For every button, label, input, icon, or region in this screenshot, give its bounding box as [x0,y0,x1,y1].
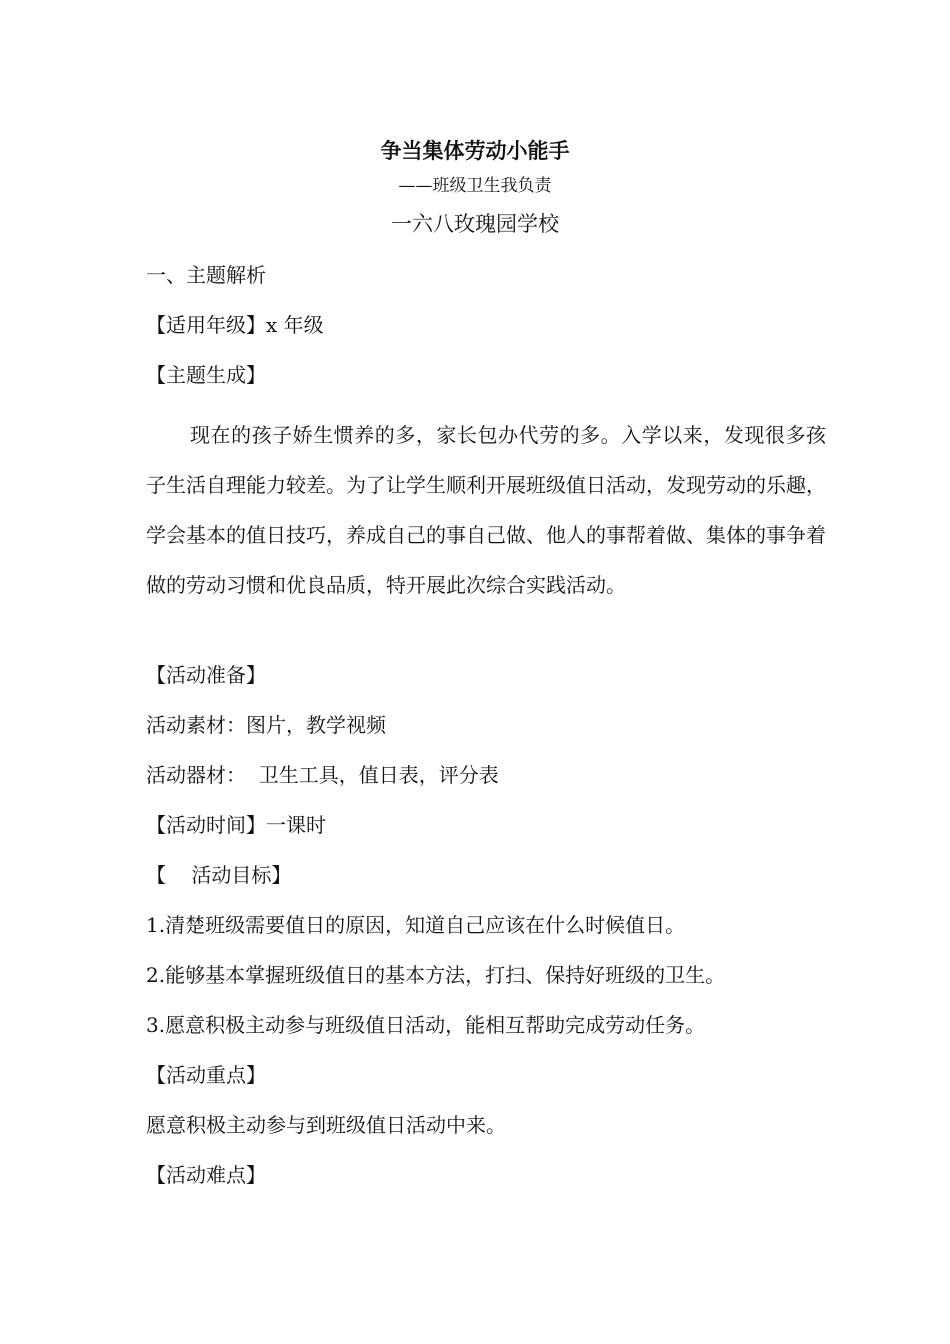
prep-heading: 【活动准备】 [146,663,266,687]
generation-heading: 【主题生成】 [146,363,266,387]
goal-item: 3.愿意积极主动参与班级值日活动，能相互帮助完成劳动任务。 [146,1013,706,1037]
goal-item: 2.能够基本掌握班级值日的基本方法，打扫、保持好班级的卫生。 [146,963,726,987]
focus-text: 愿意积极主动参与到班级值日活动中来。 [146,1113,506,1137]
theme-heading: 一、主题解析 [146,263,266,287]
document-subtitle: ——班级卫生我负责 [398,176,552,196]
materials-line: 活动素材：图片，教学视频 [146,713,386,737]
school-name: 一六八玫瑰园学校 [391,212,559,236]
time-line: 【活动时间】一课时 [146,813,326,837]
document-body [146,260,826,1210]
equipment-line: 活动器材： 卫生工具，值日表，评分表 [146,763,499,787]
focus-heading: 【活动重点】 [146,1063,266,1087]
generation-paragraph-block [146,410,826,660]
generation-paragraph: 现在的孩子娇生惯养的多，家长包办代劳的多。入学以来，发现很多孩子生活自理能力较差。为了让学生顺利开展班级值日活动，发现劳动的乐趣，学会基本的值日技巧，养成自己的事自己做、他人的事帮着做、集体的事争着做的劳动习惯和优良品质，特开展此次综合实践活动。 [146,423,826,597]
goals-heading: 【 活动目标】 [146,863,292,887]
document-title: 争当集体劳动小能手 [380,139,570,163]
difficulty-heading: 【活动难点】 [146,1163,266,1187]
goal-item: 1.清楚班级需要值日的原因，知道自己应该在什么时候值日。 [146,913,686,937]
grade-line: 【适用年级】x 年级 [146,313,324,337]
